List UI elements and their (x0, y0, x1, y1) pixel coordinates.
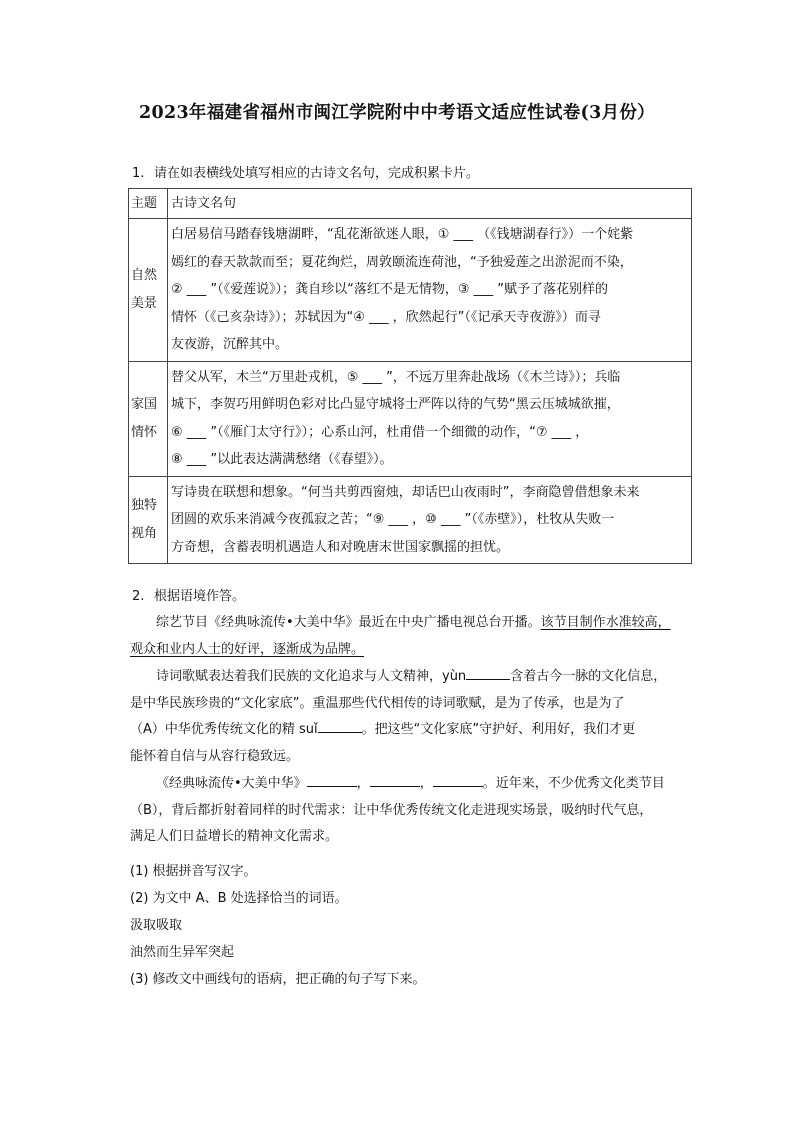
passage-text: （B），背后都折射着同样的时代需求：让中华优秀传统文化走进现实场景，吸纳时代气息， (130, 802, 653, 818)
page-title: 2023年福建省福州市闽江学院附中中考语文适应性试卷(3月份） (139, 103, 655, 123)
passage-text: 含着古今一脉的文化信息， (510, 669, 667, 684)
poetry-card-table (128, 188, 692, 564)
row-line: ⑧ ___ ”以此表达满满愁绪（《春望》）。 (171, 452, 393, 467)
row-line: 替父从军，木兰“万里赴戎机，⑤ ___ ”，不远万里奔赴战场（《木兰诗》）；兵临 (171, 369, 621, 385)
row-content (168, 361, 692, 476)
row-line: 情怀（《己亥杂诗》）；苏轼因为“④ ___ ，欣然起行”（《记承天寺夜游》）而寻 (171, 309, 601, 325)
answer-blank[interactable] (307, 774, 357, 787)
header-content: 古诗文名句 (168, 189, 692, 219)
row-content (168, 219, 692, 362)
row-line: 团圆的欢乐来消减今夜孤寂之苦；“⑨ ___ ，⑩ ___ ”（《赤壁》），杜牧从失败一 (171, 512, 615, 527)
table-row (129, 476, 692, 564)
passage-text: 诗词歌赋表达着我们民族的文化追求与人文精神，yùn (156, 669, 467, 684)
passage-paragraph-2 (130, 664, 700, 770)
header-theme: 主题 (129, 189, 168, 219)
passage-text: 。把这些“文化家底”守护好、利用好，我们才更 (361, 722, 636, 737)
question-number: 1. (132, 166, 145, 181)
option-set-b: 油然而生异军突起 (130, 945, 235, 960)
passage-text: 是中华民族珍贵的“文化家底”。重温那些代代相传的诗词歌赋，是为了传承，也是为了 (130, 695, 625, 711)
passage-text: 能怀着自信与从容行稳致远。 (130, 748, 300, 764)
sub-question-3: (3) 修改文中画线句的语病，把正确的句子写下来。 (130, 972, 426, 987)
question-text: 根据语境作答。 (154, 589, 246, 604)
question-text: 请在如表横线处填写相应的古诗文名句，完成积累卡片。 (154, 166, 480, 181)
answer-blank[interactable] (433, 774, 483, 787)
table-row (129, 219, 692, 362)
answer-blank[interactable] (370, 774, 420, 787)
passage-paragraph-3 (130, 771, 700, 851)
passage-text: 综艺节目《经典咏流传•大美中华》最近在中央广播电视总台开播。 (156, 615, 541, 630)
row-line: 方奇想，含蓄表明机遇造人和对晚唐末世国家飘摇的担忧。 (171, 539, 510, 555)
question-2-prompt (132, 585, 245, 604)
question-1-prompt (132, 162, 479, 181)
passage-text: （A）中华优秀传统文化的精 suǐ (130, 722, 318, 737)
table-row (129, 361, 692, 476)
row-line: ⑥ ___ ”（《雁门太守行》）；心系山河，杜甫借一个细微的动作，“⑦ ___ ， (171, 424, 589, 440)
separator: ， (419, 776, 433, 791)
row-line: 写诗贵在联想和想象。“何当共剪西窗烛，却话巴山夜雨时”，李商隐曾借想象未来 (171, 484, 640, 500)
option-set-a: 汲取吸取 (130, 918, 183, 933)
row-line: 嫣红的春天款款而至；夏花绚烂，周敦颐流连荷池，“予独爱莲之出淤泥而不染， (171, 254, 633, 270)
passage-text: 满足人们日益增长的精神文化需求。 (130, 829, 339, 844)
row-line: 白居易信马踏春钱塘湖畔，“乱花渐欲迷人眼，① ___ （《钱塘湖春行》）一个姹紫 (171, 227, 634, 242)
sub-question-1: (1) 根据拼音写汉字。 (130, 864, 257, 879)
sub-question-2: (2) 为文中 A、B 处选择恰当的词语。 (130, 891, 348, 906)
answer-blank[interactable] (466, 667, 510, 680)
row-line: 友夜游，沉醉其中。 (171, 337, 289, 352)
table-header-row (129, 189, 692, 219)
row-theme: 独特视角 (129, 476, 168, 564)
underlined-sentence: 该节目制作水准较高， (540, 615, 671, 630)
row-line: 城下，李贺巧用鲜明色彩对比凸显守城将士严阵以待的气势“黑云压城城欲摧， (171, 397, 620, 412)
question-number: 2. (132, 589, 145, 604)
answer-blank[interactable] (318, 720, 362, 733)
passage-text: 《经典咏流传•大美中华》 (156, 776, 307, 791)
row-content (168, 476, 692, 564)
underlined-sentence: 观众和业内人士的好评，逐渐成为品牌。 (130, 641, 365, 657)
separator: ， (356, 776, 370, 791)
passage-paragraph-1 (130, 610, 700, 663)
row-theme: 家国情怀 (129, 361, 168, 476)
passage-text: 。近年来，不少优秀文化类节目 (482, 776, 665, 791)
row-theme: 自然美景 (129, 219, 168, 362)
row-line: ② ___ ”（《爱莲说》）；龚自珍以“落红不是无情物，③ ___ ”赋予了落花别样的 (171, 282, 609, 297)
